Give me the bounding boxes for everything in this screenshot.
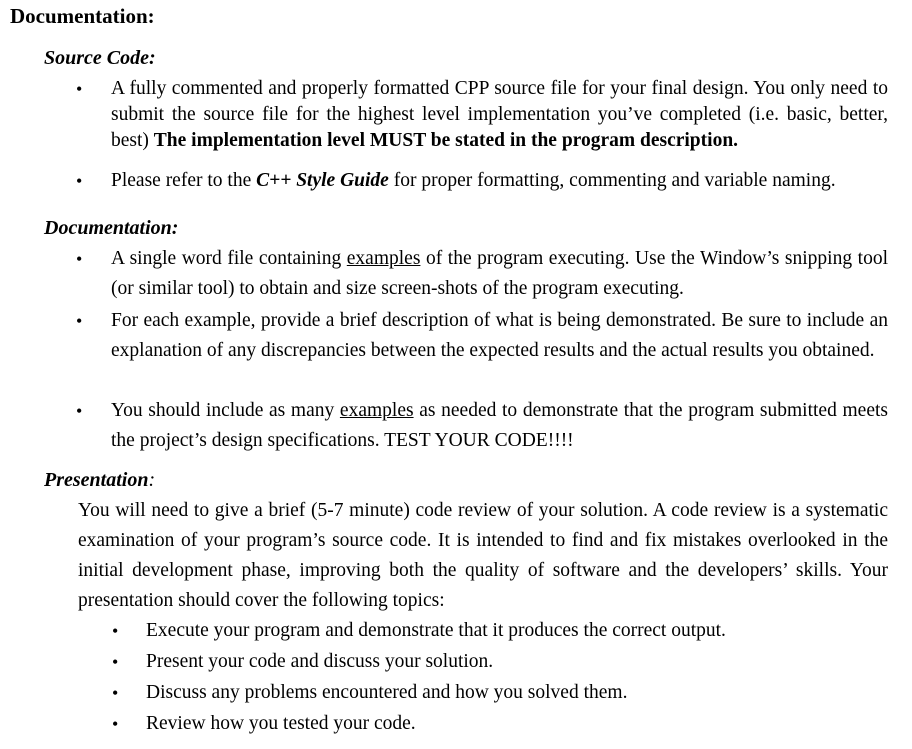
bullet-icon: •	[76, 249, 83, 269]
presentation-topic-text: Present your code and discuss your solution.	[146, 651, 494, 672]
source-code-item-2-text	[111, 166, 888, 196]
presentation-topic-text: Discuss any problems encountered and how you solved them.	[146, 682, 628, 703]
presentation-heading-text: Presentation	[44, 469, 149, 491]
documentation-heading: Documentation:	[44, 217, 179, 239]
examples-underlined: examples	[339, 400, 414, 421]
bullet-icon: •	[112, 621, 119, 641]
presentation-topic-text: Review how you tested your code.	[146, 713, 416, 734]
source-code-heading: Source Code:	[44, 47, 156, 69]
bullet-icon: •	[112, 714, 119, 734]
source-code-item-2-prefix: Please refer to the	[111, 170, 257, 191]
bullet-icon: •	[76, 311, 83, 331]
implementation-level-note: The implementation level MUST be stated in the program description.	[153, 130, 739, 151]
source-code-item-2-suffix: for proper formatting, commenting and variable naming.	[388, 170, 836, 191]
bullet-icon: •	[112, 652, 119, 672]
page-title: Documentation:	[10, 4, 155, 28]
documentation-item-3-text	[111, 396, 888, 456]
style-guide-reference: C++ Style Guide	[256, 170, 389, 191]
presentation-heading-colon: :	[148, 469, 156, 491]
documentation-item-1-text	[111, 244, 888, 304]
documentation-item-3-prefix: You should include as many	[111, 400, 340, 421]
source-code-item-1-text	[111, 76, 888, 154]
bullet-icon: •	[76, 79, 83, 99]
documentation-item-3-suffix: as needed to demonstrate that the program submitted meets the project’s design specifications. TEST YOUR CODE!!!!	[111, 400, 888, 451]
presentation-heading	[44, 468, 155, 492]
documentation-item-2-text: For each example, provide a brief description of what is being demonstrated. Be sure to include an explanation of any discrepancies between the expected results and the actual results you obtained.	[111, 310, 888, 361]
documentation-item-1-suffix: of the program executing. Use the Window’s snipping tool (or similar tool) to obtain and size screen-shots of the program executing.	[111, 248, 888, 299]
presentation-topic-text: Execute your program and demonstrate that it produces the correct output.	[146, 620, 726, 641]
bullet-icon: •	[112, 683, 119, 703]
bullet-icon: •	[76, 401, 83, 421]
source-code-item-1-body: A fully commented and properly formatted CPP source file for your final design. You only need to submit the source file for the highest level implementation you’ve completed (i.e. basic, better, best)	[111, 78, 888, 151]
bullet-icon: •	[76, 171, 83, 191]
examples-underlined: examples	[346, 248, 421, 269]
documentation-item-1-prefix: A single word file containing	[111, 248, 347, 269]
presentation-paragraph: You will need to give a brief (5-7 minute) code review of your solution. A code review is a systematic examination of your program’s source code. It is intended to find and fix mistakes overlooked in the initial development phase, improving both the quality of software and the developers’ skills. Your presentation should cover the following topics:	[78, 500, 888, 611]
